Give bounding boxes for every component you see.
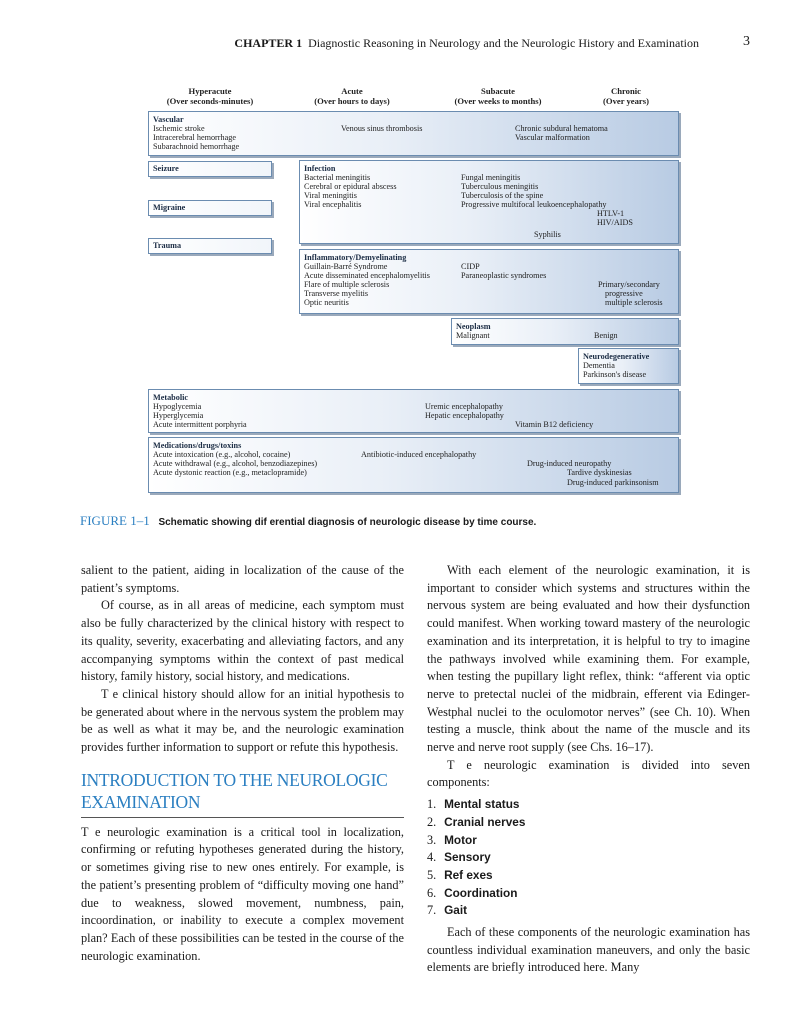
box-line: Transverse myelitis [304, 289, 369, 298]
component-name: Gait [444, 903, 468, 918]
timeline-sublabel: (Over seconds-minutes) [166, 96, 254, 106]
box-line: Ischemic stroke [153, 124, 205, 133]
box-line: Paraneoplastic syndromes [461, 271, 547, 280]
box-line: Parkinson's disease [583, 370, 647, 379]
figure-caption [80, 513, 536, 529]
box-line: multiple sclerosis [605, 298, 663, 307]
figure-caption-text: Schematic showing dif erential diagnosis of neurologic disease by time course. [158, 517, 537, 528]
list-number: 2. [427, 814, 437, 829]
box-line: Syphilis [534, 230, 561, 239]
box-line: Primary/secondary [598, 280, 660, 289]
box-title: Vascular [153, 115, 184, 124]
list-item [427, 814, 750, 832]
box-line: Uremic encephalopathy [425, 402, 503, 411]
paragraph: Each of these components of the neurologic examination has countless individual examination maneuvers, and only the basic elements are briefly introduced here. Many [427, 925, 750, 975]
box-medications [148, 437, 679, 493]
box-title: Medications/drugs/toxins [153, 441, 242, 450]
box-line: Progressive multifocal leukoencephalopathy [461, 200, 607, 209]
box-line: Acute withdrawal (e.g., alcohol, benzodiazepines) [153, 459, 318, 468]
box-line: Flare of multiple sclerosis [304, 280, 390, 289]
box-line: HTLV-1 [597, 209, 625, 218]
timeline-label: Hyperacute [188, 86, 232, 96]
chapter-title: Diagnostic Reasoning in Neurology and the Neurologic History and Examination [308, 36, 699, 50]
list-item [427, 849, 750, 867]
component-list [427, 796, 750, 920]
list-number: 3. [427, 832, 437, 847]
paragraph: T e neurologic examination is a critical tool in localization, confirming or refuting hypotheses generated during the history, or sometimes giving rise to new ones entirely. For example, is the patient’s presenting problem of “difficulty moving one hand” due to weakness, slowed movement, numbness, pain, incoordination, or inability to execute a complex movement plan? Each of these possibilities can be tested in the course of the neurologic examination. [81, 824, 404, 963]
box-line: progressive [605, 289, 643, 298]
timeline-subacute [442, 86, 554, 106]
paragraph: Of course, as in all areas of medicine, each symptom must also be fully characterized by the clinical history with respect to its quality, severity, exacerbating and alleviating factors, and any accompanying symptoms within the context of past medical history, family history, social history, and medications. [81, 598, 404, 684]
timeline-sublabel: (Over hours to days) [314, 96, 390, 106]
component-name: Sensory [444, 850, 491, 865]
box-title: Neurodegenerative [583, 352, 650, 361]
box-neurodegenerative [578, 348, 679, 384]
box-line: Hyperglycemia [153, 411, 204, 420]
timeline-hyperacute [150, 86, 270, 106]
list-number: 4. [427, 850, 437, 865]
box-title: Migraine [153, 203, 186, 212]
box-title: Infection [304, 164, 336, 173]
page-number: 3 [743, 34, 750, 49]
box-line: Optic neuritis [304, 298, 349, 307]
component-name: Motor [444, 832, 477, 847]
right-column [427, 562, 750, 977]
box-line: HIV/AIDS [597, 218, 633, 227]
box-metabolic [148, 389, 679, 433]
list-number: 1. [427, 797, 437, 812]
timeline-acute [302, 86, 402, 106]
box-line: Viral encephalitis [304, 200, 362, 209]
box-title: Neoplasm [456, 322, 491, 331]
component-name: Mental status [444, 797, 520, 812]
timeline-sublabel: (Over weeks to months) [454, 96, 542, 106]
box-line: Malignant [456, 331, 490, 340]
timeline-chronic [592, 86, 660, 106]
list-number: 5. [427, 867, 437, 882]
list-item [427, 867, 750, 885]
box-neoplasm [451, 318, 679, 345]
box-line: Tardive dyskinesias [567, 468, 632, 477]
box-line: Benign [594, 331, 618, 340]
box-line: Vitamin B12 deficiency [515, 420, 594, 429]
timeline-label: Subacute [481, 86, 515, 96]
component-name: Coordination [444, 885, 518, 900]
box-line: Viral meningitis [304, 191, 357, 200]
left-column [81, 562, 404, 965]
box-title: Seizure [153, 164, 179, 173]
box-line: Drug-induced parkinsonism [567, 478, 659, 487]
box-title: Metabolic [153, 393, 189, 402]
box-line: Antibiotic-induced encephalopathy [361, 450, 477, 459]
paragraph: salient to the patient, aiding in localization of the cause of the patient’s symptoms. [81, 563, 404, 595]
box-line: Acute disseminated encephalomyelitis [304, 271, 430, 280]
timeline-sublabel: (Over years) [603, 96, 649, 106]
component-name: Ref exes [444, 867, 493, 882]
box-line: Fungal meningitis [461, 173, 521, 182]
box-line: Vascular malformation [515, 133, 590, 142]
box-line: Subarachnoid hemorrhage [153, 142, 240, 151]
box-line: Chronic subdural hematoma [515, 124, 608, 133]
list-number: 6. [427, 885, 437, 900]
box-seizure [148, 161, 272, 177]
chapter-label: CHAPTER 1 [234, 36, 303, 50]
list-item [427, 832, 750, 850]
box-line: Hepatic encephalopathy [425, 411, 504, 420]
box-line: Cerebral or epidural abscess [304, 182, 397, 191]
paragraph: T e clinical history should allow for an initial hypothesis to be generated about where in the nervous system the problem may be as well as what it may be, and the neurologic examination provides further information to support or refute this hypothesis. [81, 686, 404, 755]
box-line: Intracerebral hemorrhage [153, 133, 236, 142]
box-migraine [148, 200, 272, 216]
paragraph: T e neurologic examination is divided into seven components: [427, 757, 750, 790]
box-line: CIDP [461, 262, 480, 271]
paragraph: With each element of the neurologic examination, it is important to consider which systems and structures within the nervous system are being evaluated and how their dysfunction could manifest. When working toward mastery of the neurologic examination and its interpretation, it is helpful to try to imagine the pathways involved while examining them. For example, when testing the pupillary light reflex, think: “afferent via optic nerve to pretectal nuclei of the midbrain, efferent via Edinger-Westphal nuclei to the oculomotor nerves” (see Ch. 10). When testing a muscle, think about the name of the muscle and its nerve and nerve root supply (see Chs. 16–17). [427, 563, 750, 755]
box-line: Hypoglycemia [153, 402, 202, 411]
box-line: Acute dystonic reaction (e.g., metaclopramide) [153, 468, 307, 477]
box-line: Acute intermittent porphyria [153, 420, 247, 429]
box-infection [299, 160, 679, 244]
box-line: Venous sinus thrombosis [341, 124, 423, 133]
timeline-label: Acute [341, 86, 363, 96]
box-line: Bacterial meningitis [304, 173, 371, 182]
box-line: Guillain-Barré Syndrome [304, 262, 388, 271]
list-item [427, 796, 750, 814]
box-inflammatory [299, 249, 679, 314]
timeline-label: Chronic [611, 86, 641, 96]
list-item [427, 885, 750, 903]
section-heading: INTRODUCTION TO THE NEUROLOGIC EXAMINATION [81, 769, 404, 818]
list-item [427, 902, 750, 920]
box-line: Acute intoxication (e.g., alcohol, cocaine) [153, 450, 291, 459]
list-number: 7. [427, 903, 437, 918]
box-line: Tuberculosis of the spine [461, 191, 544, 200]
box-title: Inflammatory/Demyelinating [304, 253, 407, 262]
box-trauma [148, 238, 272, 254]
box-line: Dementia [583, 361, 615, 370]
figure-label: FIGURE 1–1 [80, 513, 150, 528]
box-title: Trauma [153, 241, 182, 250]
box-vascular [148, 111, 679, 156]
component-name: Cranial nerves [444, 814, 526, 829]
box-line: Drug-induced neuropathy [527, 459, 612, 468]
box-line: Tuberculous meningitis [461, 182, 539, 191]
